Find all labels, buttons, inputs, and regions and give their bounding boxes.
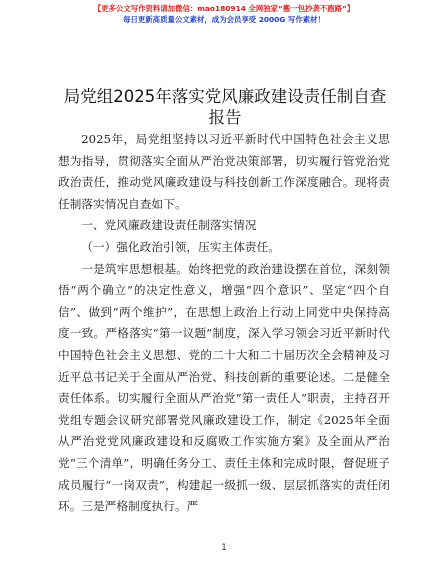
page-number: 1 [221, 543, 227, 553]
document-body [58, 129, 390, 518]
intro-paragraph: 2025年，局党组坚持以习近平新时代中国特色社会主义思想为指导，贯彻落实全面从严治党决策部署，切实履行管党治党政治责任，推动党风廉政建设与科技创新工作深度融合。现将责任制落实情况自查如下。 [58, 132, 390, 211]
promo-banner-line2: 每日更新高质量公文素材，成为会员享受 2000G 写作素材！ [123, 15, 325, 24]
promo-banner-line1: 【更多公文写作资料请加微信：mao180914 全网独家“搬一包抄袭不跑路”】 [93, 4, 355, 13]
body-paragraph: 一是筑牢思想根基。始终把党的政治建设摆在首位，深刻领悟“两个确立”的决定性意义，增强“四个意识”、坚定“四个自信”、做到“两个维护”，在思想上政治上行动上同党中央保持高度一致。严格落实“第一议题”制度，深入学习领会习近平新时代中国特色社会主义思想、党的二十大和二十届历次全会精神及习近平总书记关于全面从严治党、科技创新的重要论述。二是健全责任体系。切实履行全面从严治党“第一责任人”职责，主持召开党组专题会议研究部署党风廉政建设工作，制定《2025年全面从严治党党风廉政建设和反腐败工作实施方案》及全面从严治党“三个清单”，明确任务分工、责任主体和完成时限，督促班子成员履行“一岗双责”，构建起一级抓一级、层层抓落实的责任闭环。三是严格制度执行。严 [58, 261, 390, 514]
document-title: 局党组2025年落实党风廉政建设责任制自查报告 [63, 87, 387, 127]
section-heading: 一、党风廉政建设责任制落实情况 [81, 218, 257, 233]
subsection-heading: （一）强化政治引领，压实主体责任。 [81, 239, 280, 254]
